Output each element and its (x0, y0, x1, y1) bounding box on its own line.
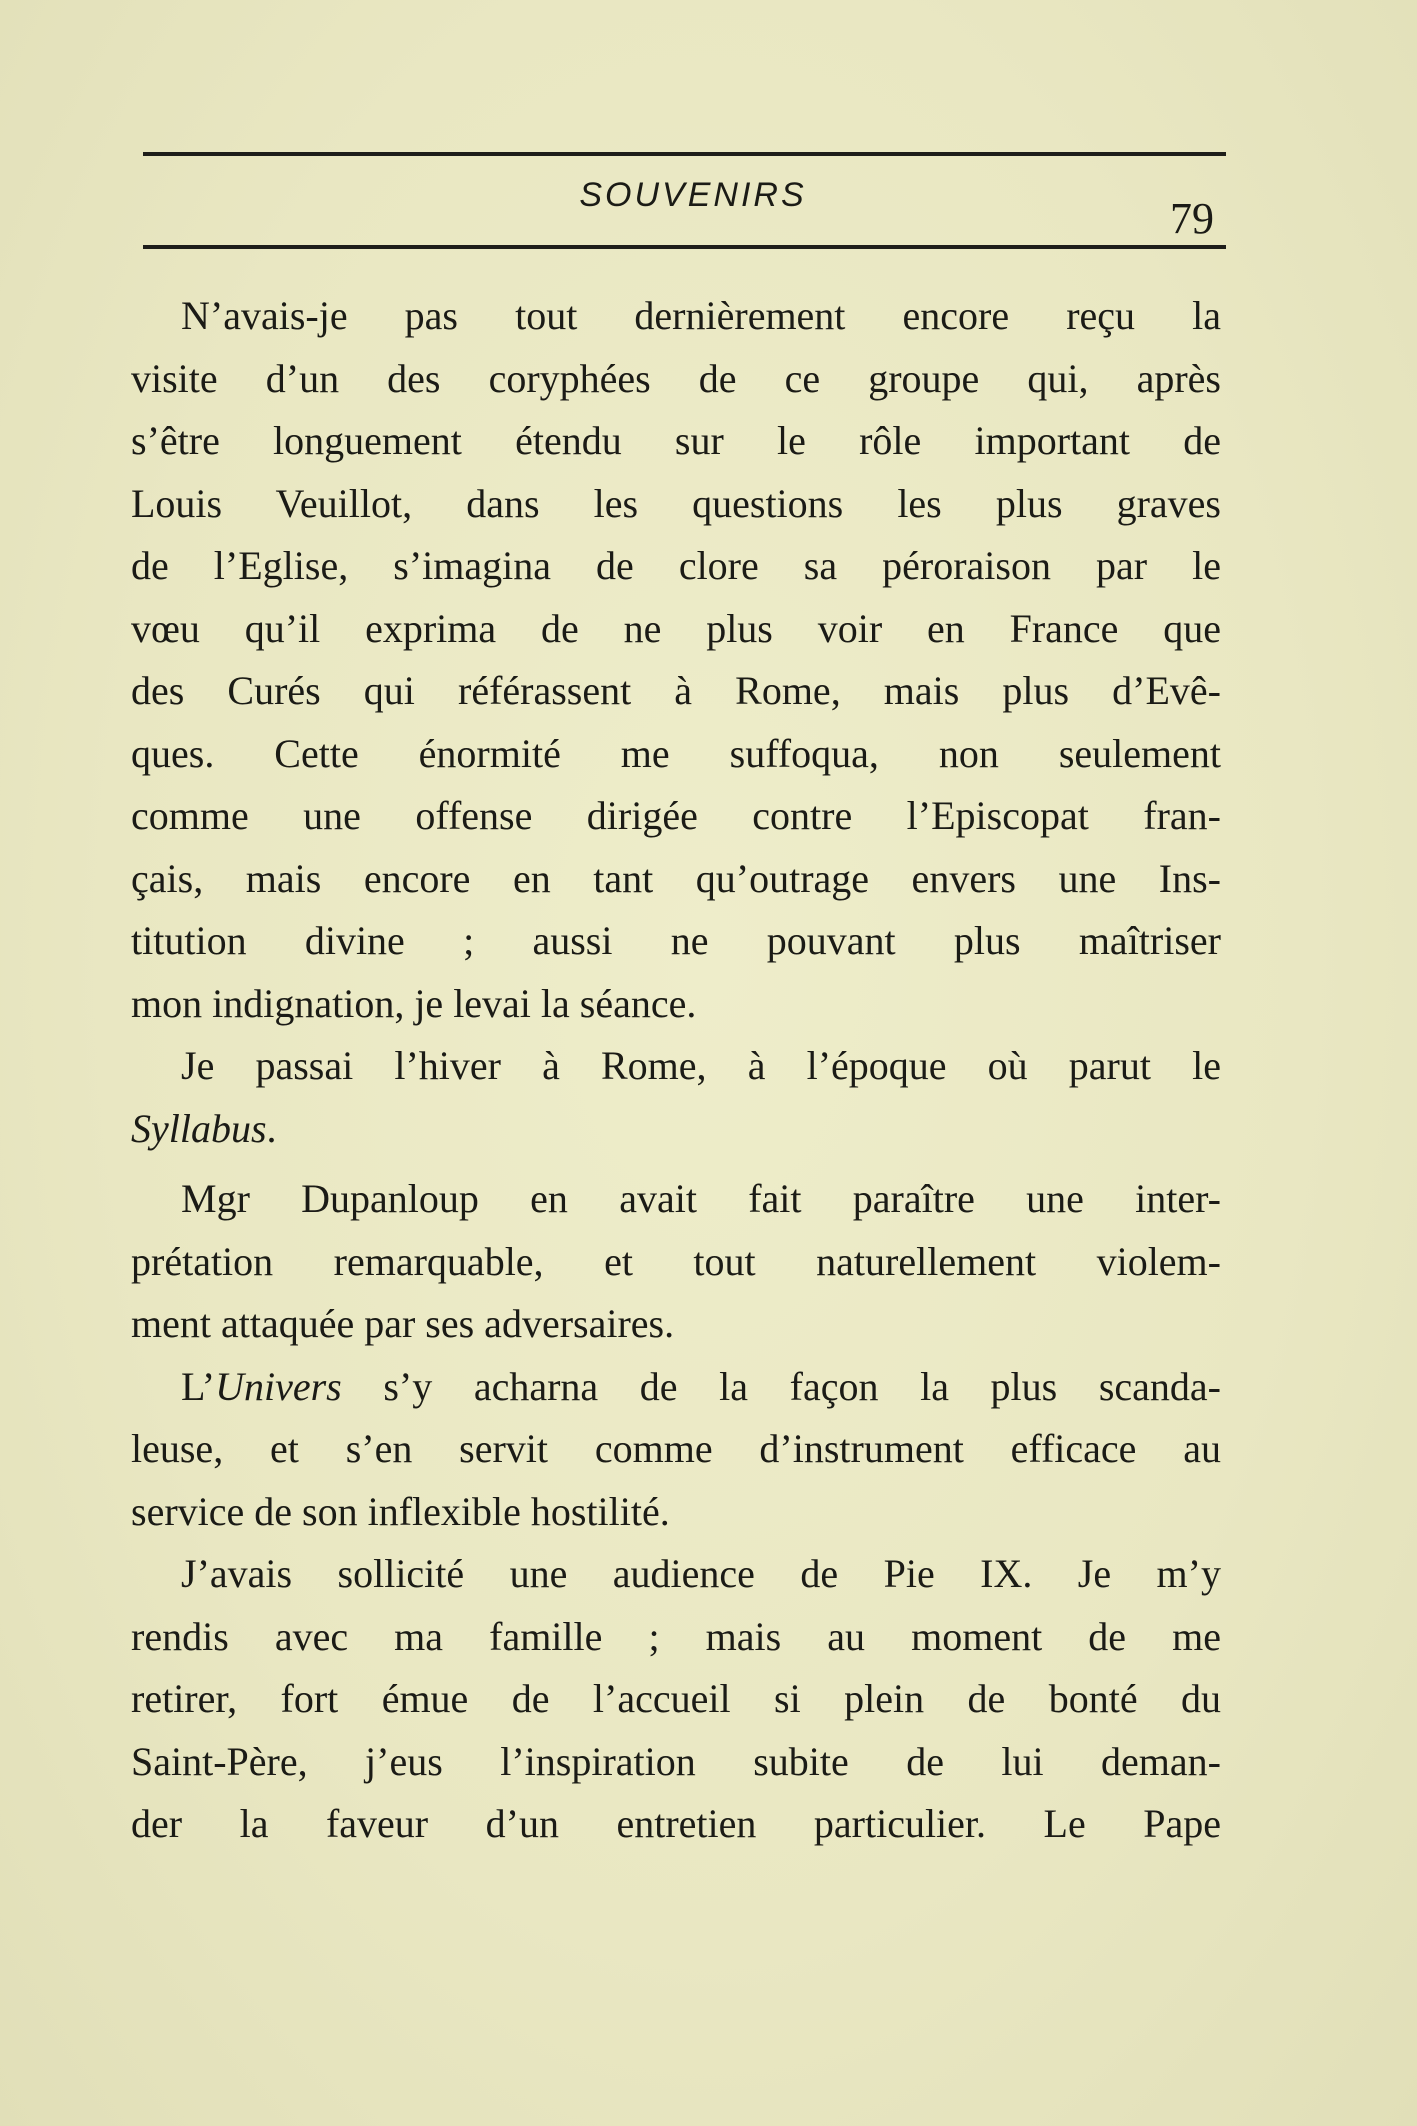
text-line: J’avais sollicité une audience de Pie IX. Je m’y (181, 1551, 1221, 1596)
italic-title-univers: Univers (215, 1363, 342, 1409)
text-line: prétation remarquable, et tout naturellement violem- (131, 1238, 1221, 1284)
text-line: çais, mais encore en tant qu’outrage envers une Ins- (131, 855, 1221, 901)
text-line: Saint-Père, j’eus l’inspiration subite de lui deman- (131, 1738, 1221, 1784)
paragraph (131, 1035, 1221, 1160)
text-line: ment attaquée par ses adversaires. (131, 1301, 675, 1346)
text-line: Je passai l’hiver à Rome, à l’époque où parut le (181, 1043, 1221, 1088)
body-text (131, 285, 1221, 1856)
running-head: SOUVENIRS (579, 176, 807, 214)
text-fragment: L’ (181, 1363, 216, 1409)
text-line: vœu qu’il exprima de ne plus voir en France que (131, 605, 1221, 651)
text-line: mon indignation, je levai la séance. (131, 980, 697, 1026)
text-line: des Curés qui référassent à Rome, mais plus d’Evê- (131, 668, 1221, 713)
page-number: 79 (1170, 194, 1214, 243)
text-line: rendis avec ma famille ; mais au moment de me (131, 1613, 1221, 1659)
text-line: titution divine ; aussi ne pouvant plus maîtriser (131, 918, 1221, 963)
text-line (131, 1098, 1221, 1161)
text-fragment: . (266, 1105, 277, 1151)
text-line: retirer, fort émue de l’accueil si plein de bonté du (131, 1676, 1221, 1721)
text-line: s’être longuement étendu sur le rôle important de (131, 418, 1221, 463)
paragraph (131, 285, 1221, 1035)
text-line (131, 1356, 1221, 1419)
text-line: der la faveur d’un entretien particulier. Le Pape (131, 1801, 1221, 1846)
text-line: N’avais-je pas tout dernièrement encore reçu la (181, 293, 1221, 338)
paragraph-gap (131, 1160, 1221, 1168)
paragraph (131, 1543, 1221, 1856)
text-line: ques. Cette énormité me suffoqua, non seulement (131, 730, 1221, 776)
text-line: service de son inflexible hostilité. (131, 1488, 670, 1534)
text-line: Mgr Dupanloup en avait fait paraître une inter- (181, 1176, 1221, 1221)
text-line: de l’Eglise, s’imagina de clore sa péroraison par le (131, 543, 1221, 588)
header-rule-top (143, 152, 1226, 156)
text-line: comme une offense dirigée contre l’Episcopat fran- (131, 793, 1221, 838)
text-line: Louis Veuillot, dans les questions les plus graves (131, 480, 1221, 526)
header-rule-bottom (143, 245, 1226, 249)
text-fragment: s’y acharna de la façon la plus scanda- (341, 1363, 1221, 1409)
paragraph (131, 1168, 1221, 1356)
italic-title-syllabus: Syllabus (131, 1105, 267, 1151)
text-line: visite d’un des coryphées de ce groupe qui, après (131, 355, 1221, 401)
paragraph (131, 1356, 1221, 1544)
text-line: leuse, et s’en servit comme d’instrument efficace au (131, 1426, 1221, 1471)
